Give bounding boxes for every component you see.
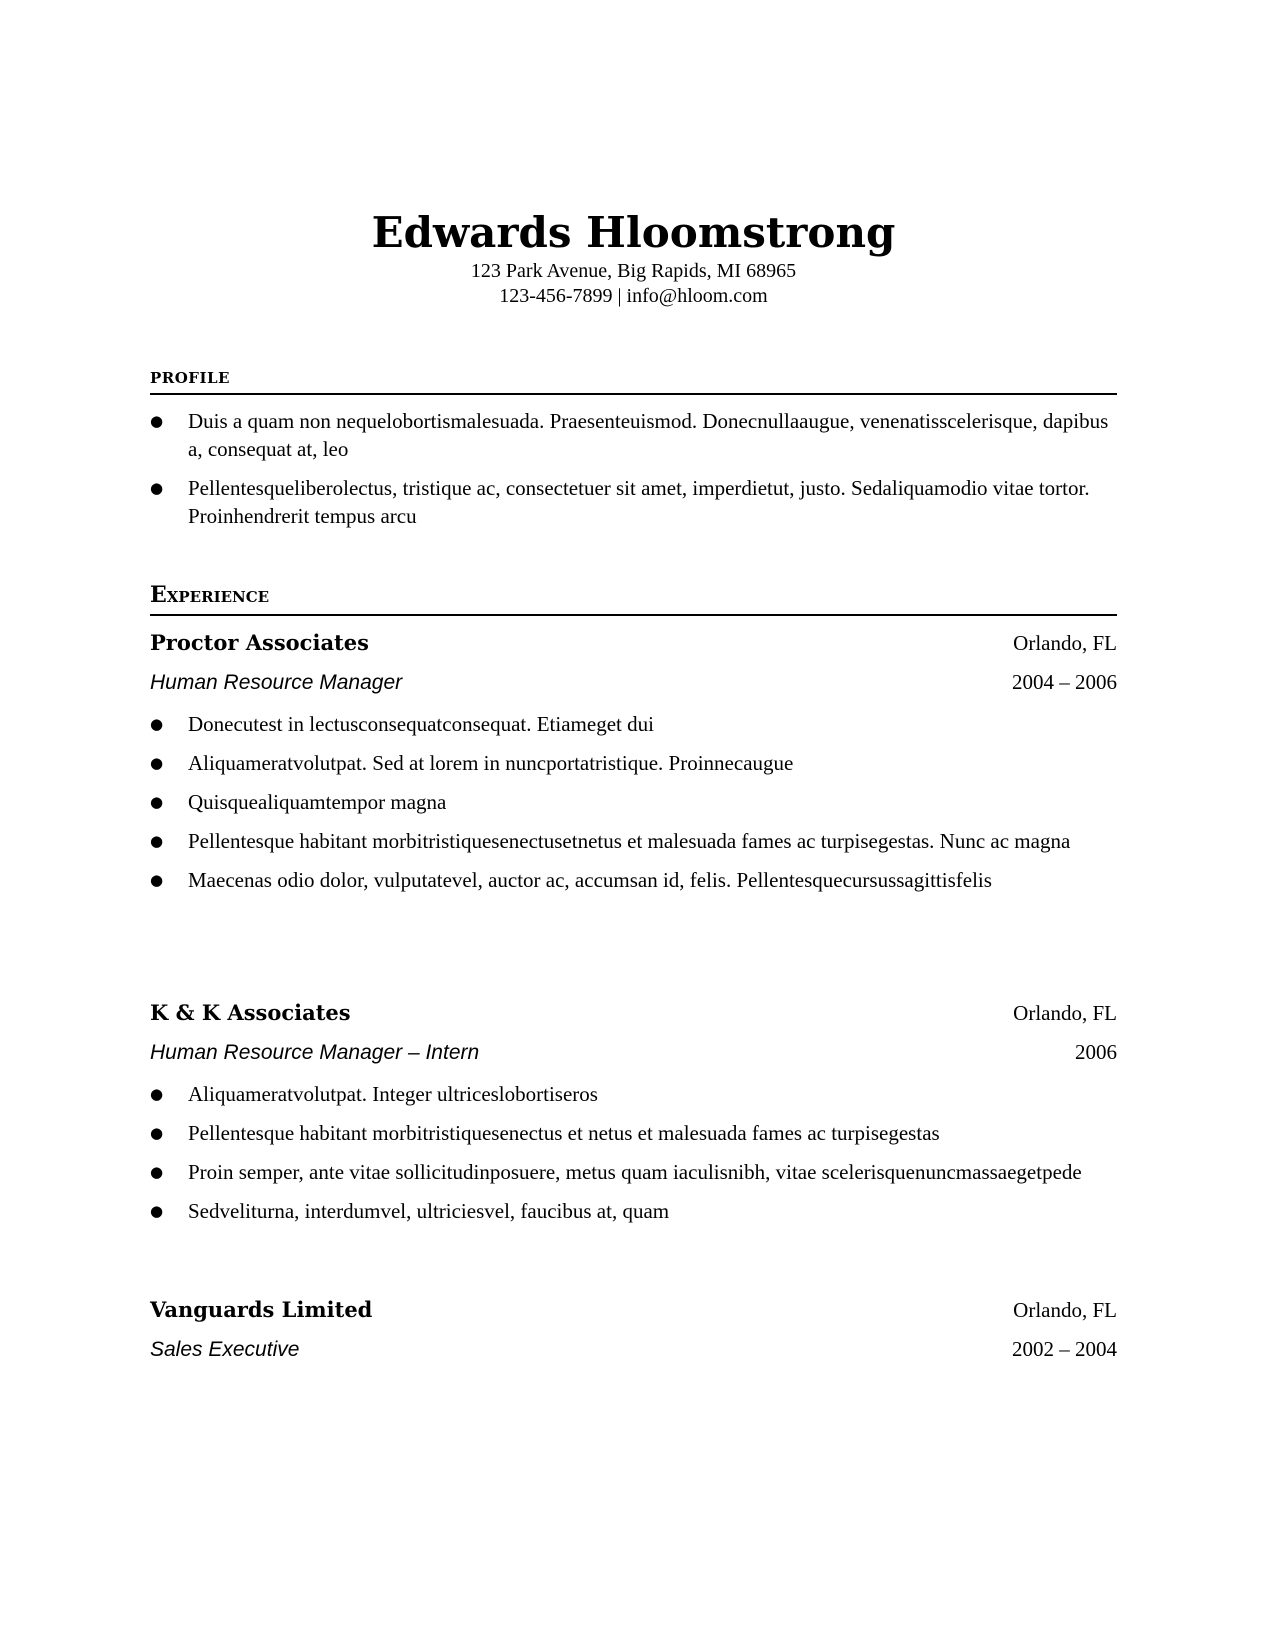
job-role-row — [150, 670, 1117, 710]
job-bullet: ● Maecenas odio dolor, vulputatevel, auctor ac, accumsan id, felis. Pellentesquecursussagittisfelis — [150, 866, 1117, 894]
job-bullet-list — [150, 1080, 1117, 1225]
job-company-row — [150, 1297, 1117, 1337]
job-company-row — [150, 630, 1117, 670]
job-dates: 2004 – 2006 — [1012, 670, 1117, 694]
candidate-name: Edwards Hloomstrong — [371, 208, 896, 257]
experience-section — [150, 582, 1117, 616]
job-bullet: ● Aliquameratvolutpat. Integer ultriceslobortiseros — [150, 1080, 1117, 1108]
contact-block — [150, 259, 1117, 309]
job-bullet: ● Aliquameratvolutpat. Sed at lorem in nuncportatristique. Proinnecaugue — [150, 749, 1117, 777]
job-bullet-list — [150, 710, 1117, 894]
job-bullet: ● Pellentesque habitant morbitristiquesenectus et netus et malesuada fames ac turpisegestas — [150, 1119, 1117, 1147]
job-entry — [150, 1000, 1117, 1236]
job-dates: 2006 — [1075, 1040, 1117, 1064]
job-bullet: ● Proin semper, ante vitae sollicitudinposuere, metus quam iaculisnibh, vitae scelerisquenuncmassaegetpede — [150, 1158, 1117, 1186]
job-bullet: ● Pellentesque habitant morbitristiquesenectusetnetus et malesuada fames ac turpisegestas. Nunc ac magna — [150, 827, 1117, 855]
experience-heading: Experience — [150, 582, 1117, 616]
job-entry — [150, 1297, 1117, 1377]
company-name: Proctor Associates — [150, 630, 369, 655]
job-location: Orlando, FL — [1013, 1001, 1117, 1025]
profile-bullet: ● Pellentesqueliberolectus, tristique ac, consectetuer sit amet, imperdietut, justo. Sedaliquamodio vitae tortor. Proinhendrerit tempus arcu — [150, 474, 1117, 530]
job-title: Human Resource Manager — [150, 671, 403, 694]
profile-bullet: ● Duis a quam non nequelobortismalesuada. Praesenteuismod. Donecnullaaugue, venenatisscelerisque, dapibus a, consequat at, leo — [150, 407, 1117, 463]
job-dates: 2002 – 2004 — [1012, 1337, 1117, 1361]
job-location: Orlando, FL — [1013, 631, 1117, 655]
job-entry — [150, 630, 1117, 905]
resume-header — [150, 207, 1117, 309]
profile-heading: PROFILE — [150, 361, 1117, 395]
job-role-row — [150, 1337, 1117, 1377]
job-bullet: ● Sedveliturna, interdumvel, ultriciesvel, faucibus at, quam — [150, 1197, 1117, 1225]
job-bullet: ● Quisquealiquamtempor magna — [150, 788, 1117, 816]
job-location: Orlando, FL — [1013, 1298, 1117, 1322]
job-title: Human Resource Manager – Intern — [150, 1041, 480, 1064]
profile-section — [150, 361, 1117, 541]
job-role-row — [150, 1040, 1117, 1080]
company-name: Vanguards Limited — [150, 1297, 373, 1322]
phone-email-text: 123-456-7899 | info@hloom.com — [499, 285, 768, 307]
address-text: 123 Park Avenue, Big Rapids, MI 68965 — [470, 260, 797, 282]
company-name: K & K Associates — [150, 1000, 351, 1025]
job-title: Sales Executive — [150, 1338, 300, 1361]
profile-bullet-list — [150, 407, 1117, 530]
job-bullet: ● Donecutest in lectusconsequatconsequat. Etiameget dui — [150, 710, 1117, 738]
job-company-row — [150, 1000, 1117, 1040]
